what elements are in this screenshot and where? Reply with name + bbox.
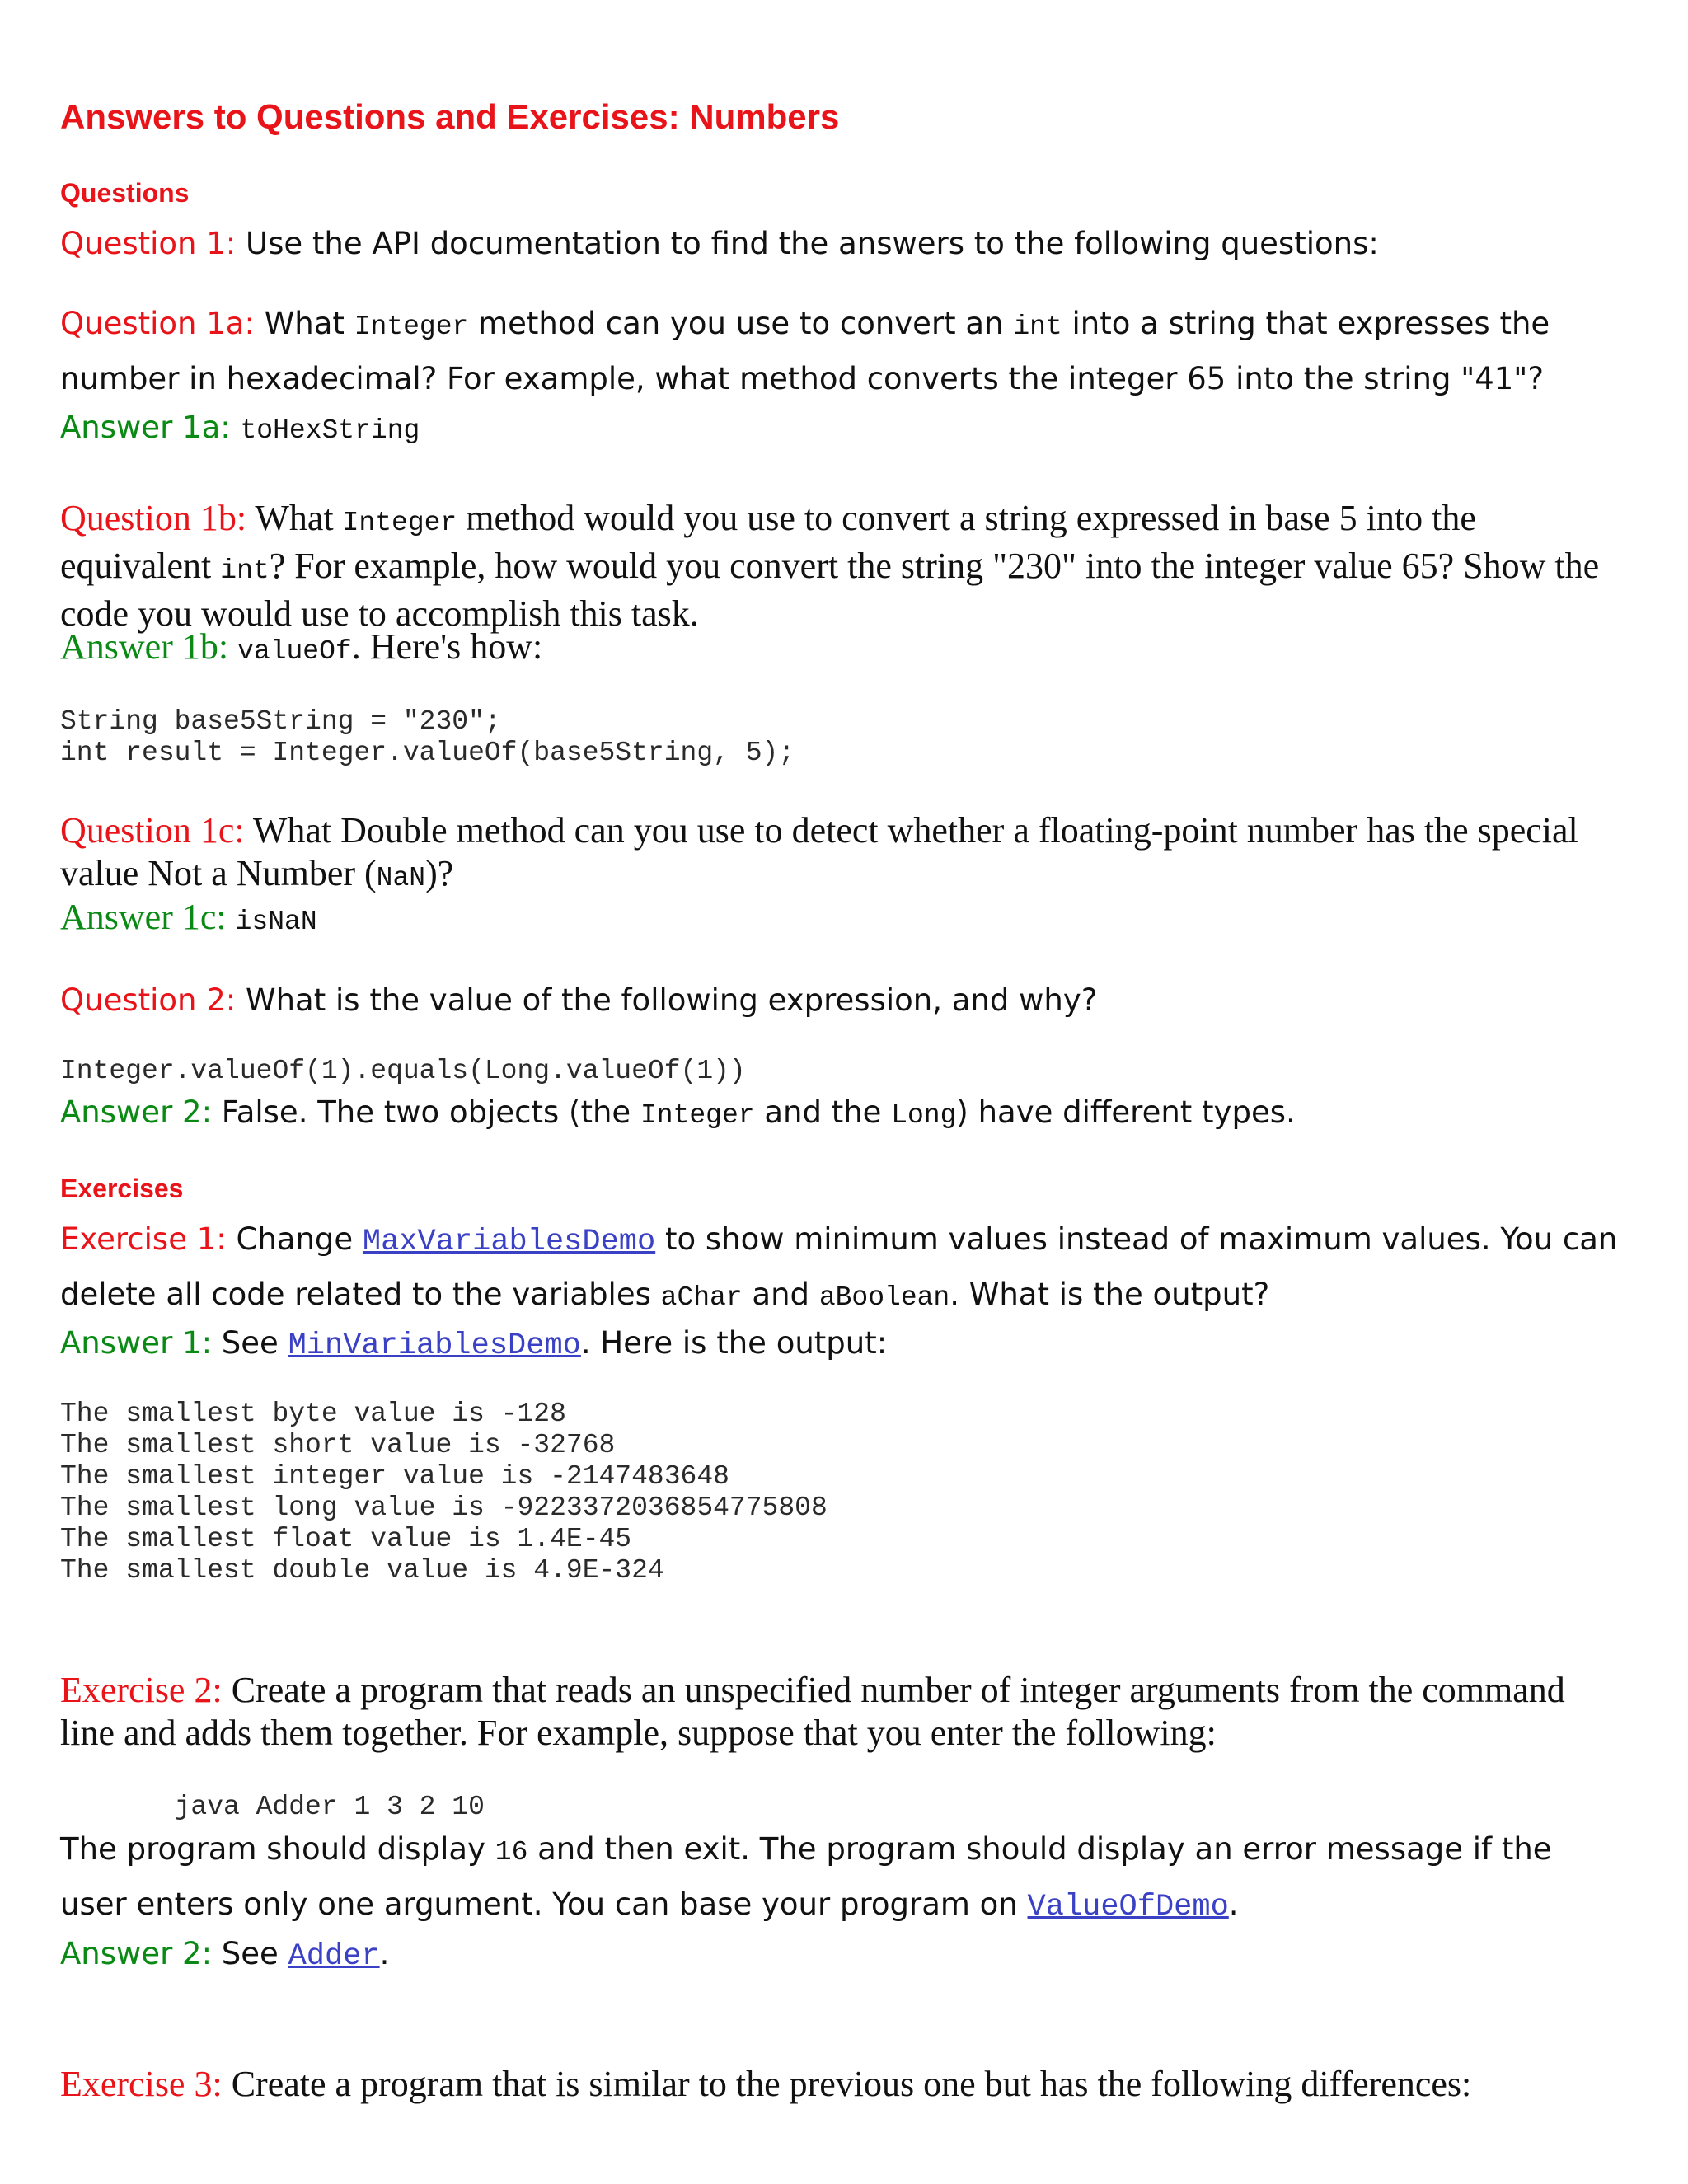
exercise-3-label: Exercise 3: [60, 2064, 223, 2104]
exercise-2-text: and then exit. The program should display an error message if the user enters only one argument. You can base your program on [60, 1831, 1552, 1922]
exercise-3 [60, 2063, 1626, 2106]
answer-2-label: Answer 2: [60, 1094, 213, 1130]
code-block-e1-output: The smallest byte value is -128 The smallest short value is -32768 The smallest integer value is -2147483648 The smallest long value is -9223372036854775808 The smallest float value is 1.4E-45 The smallest double value is 4.9E-324 [60, 1399, 828, 1586]
inline-code: NaN [376, 863, 426, 893]
question-1a-text: method can you use to convert an [468, 306, 1014, 341]
exercise-2-text: . [1228, 1886, 1239, 1922]
answer-e1-label: Answer 1: [60, 1325, 213, 1361]
answer-1a-code: toHexString [240, 415, 420, 446]
answer-1a-label: Answer 1a: [60, 410, 231, 445]
inline-code: aBoolean [818, 1282, 950, 1313]
question-1a-text: What [254, 306, 354, 341]
inline-code: Long [891, 1100, 957, 1131]
answer-e2-label: Answer 2: [60, 1936, 213, 1971]
inline-code: int [1013, 312, 1062, 342]
answer-1c-label: Answer 1c: [60, 897, 227, 937]
question-1 [60, 218, 1626, 269]
answer-1b [60, 626, 1626, 673]
question-1b-text: What [246, 498, 343, 538]
answer-2-text: False. The two objects (the [212, 1094, 640, 1130]
code-block-1b: String base5String = "230"; int result = Integer.valueOf(base5String, 5); [60, 706, 795, 768]
exercise-2-continued [60, 1823, 1626, 1933]
question-2-text: What is the value of the following expression, and why? [236, 982, 1098, 1018]
inline-code: Integer [640, 1100, 755, 1131]
question-1b-label: Question 1b: [60, 498, 247, 538]
question-1c-text: )? [425, 853, 454, 893]
answer-e1-text: See [212, 1325, 288, 1361]
exercise-1-text: to show minimum values instead of maximum values. You can delete all code related to the variables [60, 1221, 1618, 1312]
question-1a-label: Question 1a: [60, 306, 255, 341]
answer-e1 [60, 1317, 1626, 1372]
maxvariablesdemo-link[interactable]: MaxVariablesDemo [362, 1225, 656, 1259]
adder-link[interactable]: Adder [288, 1939, 380, 1974]
question-2-label: Question 2: [60, 982, 237, 1018]
question-1b-text: method would you use to convert a string expressed in base 5 into the equivalent [60, 498, 1476, 586]
code-block-e2: java Adder 1 3 2 10 [60, 1792, 485, 1822]
exercise-1 [60, 1213, 1626, 1324]
answer-e2-text: . [379, 1936, 390, 1971]
question-1a-text: into a string that expresses the number in hexadecimal? For example, what method converts the integer 65 into the string "41"? [60, 306, 1550, 396]
exercise-3-text: Create a program that is similar to the previous one but has the following differences: [222, 2064, 1472, 2104]
answer-1b-code: valueOf [237, 636, 352, 667]
code-block-q2: Integer.valueOf(1).equals(Long.valueOf(1)) [60, 1056, 746, 1086]
inline-code: aChar [660, 1282, 743, 1313]
answer-1c-code: isNaN [235, 907, 317, 937]
answer-e2 [60, 1928, 1626, 1983]
answer-1c [60, 896, 1626, 944]
question-1c [60, 809, 1626, 900]
answer-e1-text: . Here is the output: [580, 1325, 888, 1361]
question-1-text: Use the API documentation to find the answers to the following questions: [236, 226, 1379, 261]
answer-e2-text: See [212, 1936, 288, 1971]
answer-2 [60, 1086, 1626, 1141]
question-2 [60, 974, 1626, 1026]
question-1c-label: Question 1c: [60, 810, 245, 851]
answer-1b-text: . Here's how: [351, 626, 543, 667]
answer-1a [60, 401, 1626, 457]
answer-1b-label: Answer 1b: [60, 626, 229, 667]
answer-2-text: and the [754, 1094, 892, 1130]
inline-code: 16 [495, 1837, 528, 1868]
page-title: Answers to Questions and Exercises: Numbers [60, 97, 840, 136]
exercise-1-text: . What is the output? [950, 1277, 1270, 1312]
question-1-label: Question 1: [60, 226, 237, 261]
valueofdemo-link[interactable]: ValueOfDemo [1027, 1890, 1229, 1924]
minvariablesdemo-link[interactable]: MinVariablesDemo [288, 1329, 581, 1363]
exercises-heading: Exercises [60, 1174, 184, 1203]
questions-heading: Questions [60, 178, 190, 208]
exercise-2-text: The program should display [60, 1831, 495, 1867]
answer-2-text: ) have different types. [956, 1094, 1296, 1130]
exercise-1-label: Exercise 1: [60, 1221, 227, 1257]
inline-code: Integer [354, 312, 469, 342]
exercise-1-text: Change [226, 1221, 363, 1257]
exercise-2 [60, 1669, 1626, 1755]
question-1b-text: ? For example, how would you convert the string "230" into the integer value 65? Show the code you would use to accomplish this task. [60, 546, 1600, 634]
question-1b [60, 497, 1626, 635]
inline-code: int [220, 555, 270, 586]
exercise-2-label: Exercise 2: [60, 1670, 223, 1710]
exercise-1-text: and [742, 1277, 819, 1312]
exercise-2-text: Create a program that reads an unspecified number of integer arguments from the command line and adds them together. For example, suppose that you enter the following: [60, 1670, 1565, 1753]
question-1c-text: What Double method can you use to detect whether a floating-point number has the special value Not a Number ( [60, 810, 1578, 893]
inline-code: Integer [342, 508, 457, 538]
question-1a [60, 298, 1626, 405]
